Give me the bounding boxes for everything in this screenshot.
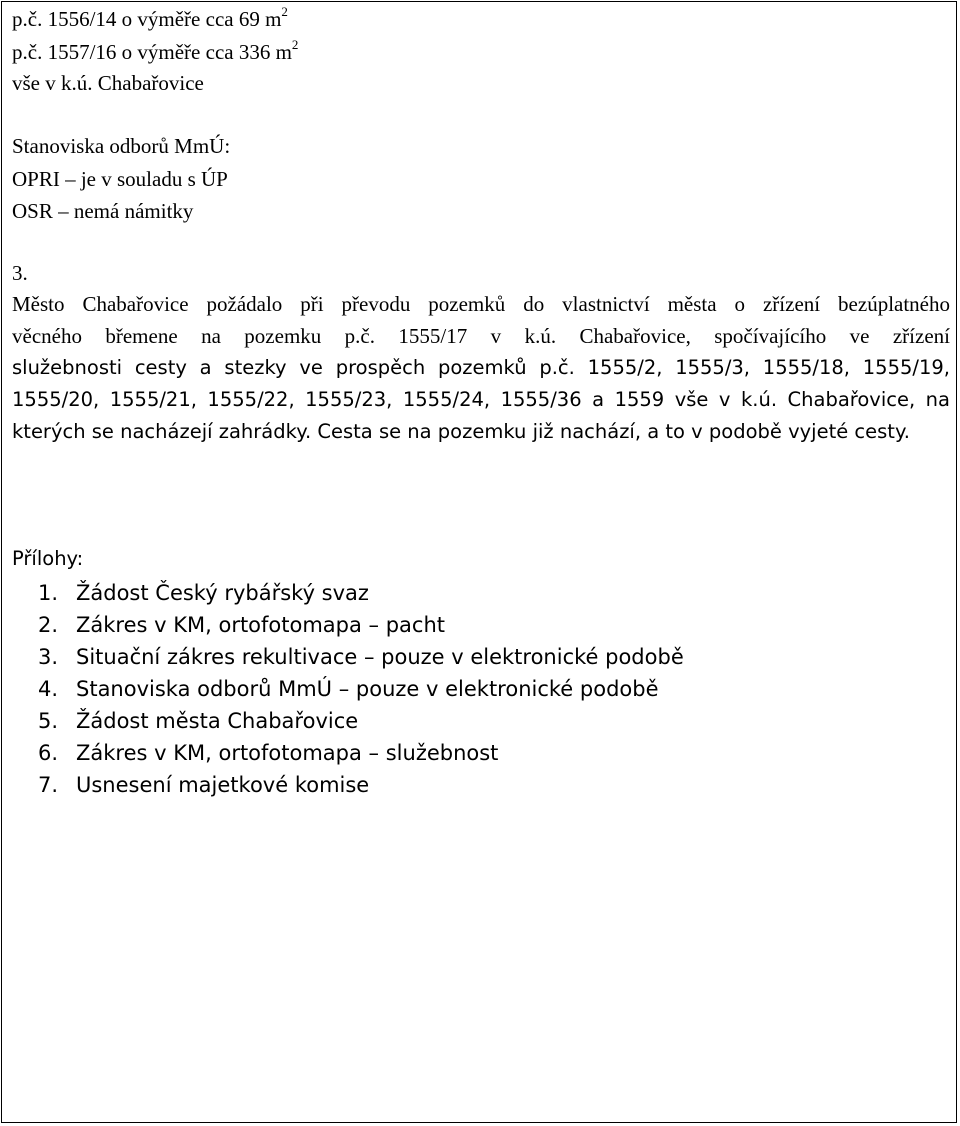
list-text: Žádost Český rybářský svaz [76, 581, 369, 605]
list-number: 6. [38, 741, 59, 765]
superscript: 2 [291, 37, 299, 52]
list-text: Žádost města Chabařovice [76, 709, 359, 733]
list-item [12, 769, 370, 801]
list-text: Stanoviska odborů MmÚ – pouze v elektronické podobě [76, 677, 659, 701]
item-paragraph-line-5: kterých se nacházejí zahrádky. Cesta se na pozemku již nachází, a to v podobě vyjeté cesty. [12, 420, 910, 443]
list-item [12, 609, 446, 641]
attachments-list [12, 577, 684, 801]
superscript: 2 [281, 4, 288, 19]
item-paragraph-line-3: služebnosti cesty a stezky ve prospěch pozemků p.č. 1555/2, 1555/3, 1555/18, 1555/19, [12, 356, 950, 379]
parcel-line-3 [12, 70, 204, 96]
parcel-text: p.č. 1556/14 o výměře cca 69 m [12, 7, 282, 31]
attachments-heading: Přílohy: [12, 547, 84, 570]
opinion-osr: OSR – nemá námitky [12, 199, 194, 223]
list-number: 1. [38, 581, 59, 605]
parcel-line-1 [12, 6, 288, 32]
parcel-line-2 [12, 39, 298, 65]
item-paragraph-line-1: Město Chabařovice požádalo při převodu pozemků do vlastnictví města o zřízení bezúplatného [12, 292, 950, 316]
list-number: 7. [38, 773, 59, 797]
list-text: Usnesení majetkové komise [76, 773, 370, 797]
parcel-text: vše v k.ú. Chabařovice [12, 71, 204, 95]
opinion-opri: OPRI – je v souladu s ÚP [12, 167, 228, 191]
list-item [12, 577, 369, 609]
list-item [12, 641, 684, 673]
list-number: 5. [38, 709, 59, 733]
paragraph-text: věcného břemene na pozemku p.č. 1555/17 v k.ú. Chabařovice, spočívajícího ve zřízení [12, 324, 950, 348]
item-number: 3. [12, 261, 28, 285]
list-text: Situační zákres rekultivace – pouze v elektronické podobě [76, 645, 684, 669]
parcel-text: p.č. 1557/16 o výměře cca 336 m [12, 40, 292, 64]
list-number: 2. [38, 613, 59, 637]
list-text: Zákres v KM, ortofotomapa – pacht [76, 613, 446, 637]
list-number: 3. [38, 645, 59, 669]
opinions-heading: Stanoviska odborů MmÚ: [12, 134, 231, 158]
list-item [12, 705, 359, 737]
list-item [12, 737, 499, 769]
list-text: Zákres v KM, ortofotomapa – služebnost [76, 741, 499, 765]
item-paragraph-line-4: 1555/20, 1555/21, 1555/22, 1555/23, 1555/24, 1555/36 a 1559 vše v k.ú. Chabařovice, na [12, 388, 950, 411]
list-item [12, 673, 659, 705]
list-number: 4. [38, 677, 59, 701]
item-paragraph-line-2 [12, 320, 950, 353]
